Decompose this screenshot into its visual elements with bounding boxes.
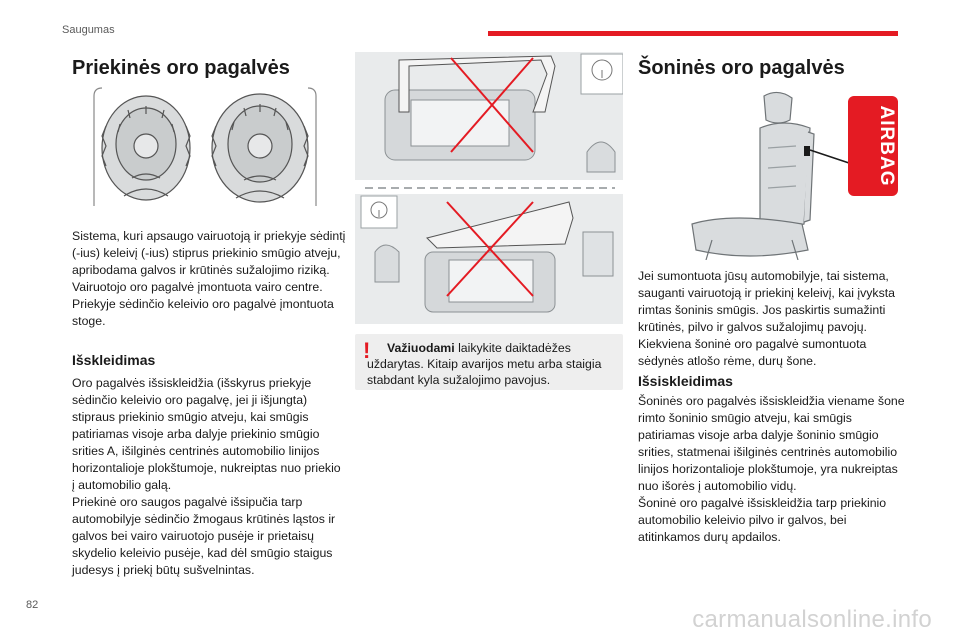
side-airbag-marker	[804, 146, 810, 156]
warning-body: laikykite daiktadėžes uždarytas. Kitaip avarijos metu arba staigia stabdant kyla sužalojimo pavojus.	[367, 341, 602, 387]
front-airbags-deployment	[72, 375, 346, 579]
watermark: carmanualsonline.info	[692, 606, 932, 633]
side-airbags-title: Šoninės oro pagalvės	[638, 57, 845, 79]
glovebox-warning-illustration	[355, 52, 623, 324]
front-airbag-head-illustration	[88, 86, 322, 206]
glovebox-warning-box	[355, 334, 623, 390]
front-airbags-intro-1: Sistema, kuri apsaugo vairuotoją ir priekyje sėdintį (-ius) keleivį (-ius) stiprus priekinio smūgio atveju, apribodama galvos ir krūtinės sužalojimo riziką.	[72, 229, 346, 277]
front-airbags-deployment-1: Oro pagalvės išsiskleidžia (išskyrus priekyje sėdinčio keleivio oro pagalvę, jei ji išjungta) stipraus priekinio smūgio atveju, kai smūgis patiriamas visoje arba dalyje priekinio smūgio srities A, išilginės centrinės automobilio linijos horizontalioje plokštumoje, nukreiptas nuo priekio į automobilio galą.	[72, 376, 341, 492]
side-airbags-deployment	[638, 393, 906, 546]
section-accent-bar	[488, 31, 898, 36]
airbag-label: AIRBAG	[876, 105, 897, 187]
page-number: 82	[26, 599, 39, 611]
side-airbags-deployment-heading: Išsiskleidimas	[638, 373, 733, 389]
airbag-badge	[848, 96, 898, 196]
section-label: Saugumas	[62, 24, 115, 36]
front-airbags-deployment-heading: Išskleidimas	[72, 352, 156, 368]
exclamation-icon: !	[363, 338, 371, 363]
front-airbags-title: Priekinės oro pagalvės	[72, 57, 290, 79]
glovebox-top-panel	[355, 52, 623, 180]
side-airbag-seat-illustration	[672, 88, 904, 260]
side-airbags-deployment-1: Šoninės oro pagalvės išsiskleidžia viename šone rimto šoninio smūgio atveju, kai smūgis patiriamas visoje arba dalyje šoninio smūgio srities, statmenai išilginės centrinės automobilio linijos horizontalioje plokštumoje, yra nukreiptas nuo išorės į automobilio vidų.	[638, 394, 905, 493]
front-airbags-deployment-2: Priekinė oro saugos pagalvė išsipučia tarp automobilyje sėdinčio žmogaus krūtinės ląstos ir galvos bei vairo vairuotojo pusėje ir prietaisų skydelio keleivio pusėje, kad dėl smūgio staigus judesys į priekį būtų sušvelnintas.	[72, 495, 336, 577]
glovebox-bottom-panel	[355, 194, 623, 324]
front-airbags-intro-2: Vairuotojo oro pagalvė įmontuota vairo centre. Priekyje sėdinčio keleivio oro pagalvė įmontuota stoge.	[72, 280, 334, 328]
warning-bold-lead: Važiuodami	[387, 341, 455, 355]
side-airbags-intro-text: Jei sumontuota jūsų automobilyje, tai sistema, sauganti vairuotoją ir priekinį keleivį, kai įvyksta rimtas šoninis smūgis. Jos paskirtis sumažinti krūtinės, pilvo ir galvos sužalojimų pavojų. Kiekviena šoninė oro pagalvė sumontuota sėdynės atlošo rėme, durų šone.	[638, 269, 895, 368]
side-airbags-deployment-2: Šoninė oro pagalvė išsiskleidžia tarp priekinio automobilio keleivio pilvo ir galvos, bei atitinkamos durų apdailos.	[638, 496, 887, 544]
glovebox-warning-text	[367, 340, 619, 388]
front-airbags-intro	[72, 228, 346, 330]
side-airbags-intro	[638, 268, 906, 370]
